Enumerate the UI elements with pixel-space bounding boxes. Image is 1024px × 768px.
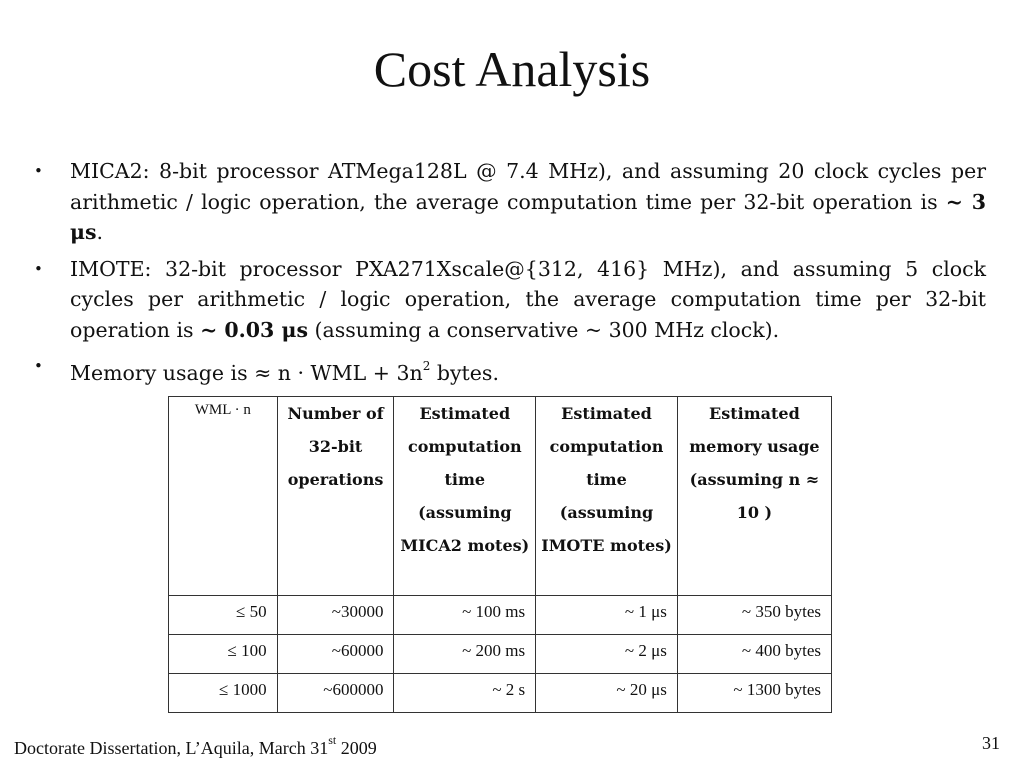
slide-title: Cost Analysis <box>373 41 651 97</box>
header-wml: WML · n <box>169 397 278 596</box>
table-row <box>169 635 832 674</box>
bullet-mica2-end: . <box>96 220 104 244</box>
bullet-memory-end: bytes. <box>430 361 499 385</box>
table-cell: ~60000 <box>277 635 394 674</box>
header-memory: Estimated memory usage (assuming n ≈ 10 ) <box>677 397 831 596</box>
header-mica2-time: Estimated computation time (assuming MICA2 motes) <box>394 397 536 596</box>
footer-year: 2009 <box>336 738 377 758</box>
bullet-dot-icon: • <box>34 357 43 375</box>
table-cell: ≤ 50 <box>169 596 278 635</box>
bullet-imote-end: (assuming a conservative ~ 300 MHz clock). <box>308 317 780 342</box>
table-cell: ~ 1300 bytes <box>677 674 831 713</box>
bullet-imote <box>34 254 986 346</box>
bullet-list <box>34 156 986 395</box>
table-row <box>169 596 832 635</box>
table-cell: ≤ 1000 <box>169 674 278 713</box>
bullet-dot-icon: • <box>34 259 43 278</box>
bullet-mica2-text: MICA2: 8-bit processor ATMega128L @ 7.4 MHz), and assuming 20 clock cycles per arithmetic / logic operation, the average computation time per 32-bit operation is <box>70 159 986 214</box>
bullet-memory-sup: 2 <box>422 359 431 373</box>
cost-table <box>168 396 832 713</box>
table-cell: ~ 400 bytes <box>677 635 831 674</box>
table-cell: ~ 100 ms <box>394 596 536 635</box>
table-cell: ~600000 <box>277 674 394 713</box>
header-operations: Number of 32-bit operations <box>277 397 394 596</box>
table-row <box>169 674 832 713</box>
bullet-memory <box>34 351 986 389</box>
header-imote-time: Estimated computation time (assuming IMOTE motes) <box>536 397 678 596</box>
table-cell: ≤ 100 <box>169 635 278 674</box>
table-cell: ~ 1 μs <box>536 596 678 635</box>
footer-label: Doctorate Dissertation, L’Aquila, March 31 <box>14 738 329 758</box>
footer-sup: st <box>328 733 337 747</box>
table-cell: ~30000 <box>277 596 394 635</box>
table-header-row <box>169 397 832 596</box>
bullet-mica2 <box>34 156 986 248</box>
bullet-imote-text: IMOTE: 32-bit processor PXA271Xscale@{312, 416} MHz), and assuming 5 clock cycles per arithmetic / logic operation, the average computation time per 32-bit operation is <box>70 256 986 342</box>
table-cell: ~ 20 μs <box>536 674 678 713</box>
table-cell: ~ 2 μs <box>536 635 678 674</box>
bullet-memory-text: Memory usage is ≈ n · WML + 3n <box>70 361 423 385</box>
table-cell: ~ 2 s <box>394 674 536 713</box>
bullet-mica2-value: ~ 3 μs <box>70 189 987 244</box>
footer-text <box>14 733 377 759</box>
bullet-imote-value: ~ 0.03 μs <box>200 317 309 342</box>
table-cell: ~ 200 ms <box>394 635 536 674</box>
page-number: 31 <box>982 733 1000 753</box>
bullet-dot-icon: • <box>34 162 43 180</box>
table-cell: ~ 350 bytes <box>677 596 831 635</box>
